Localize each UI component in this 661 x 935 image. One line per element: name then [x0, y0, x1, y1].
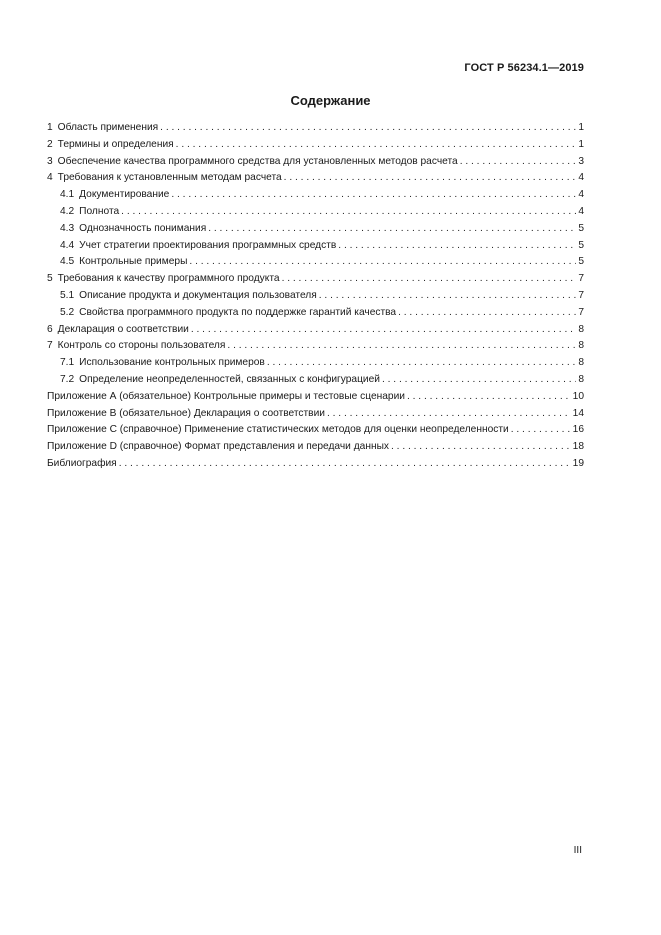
toc-entry-page: 8	[578, 373, 584, 385]
toc-entry[interactable]	[47, 137, 584, 154]
toc-entry-page: 4	[578, 205, 584, 217]
toc-entry[interactable]	[47, 271, 584, 288]
toc-entry-title: Приложение А (обязательное) Контрольные примеры и тестовые сценарии	[47, 390, 405, 402]
toc-dot-leader	[282, 271, 577, 288]
toc-entry-number: 2	[47, 138, 53, 150]
toc-entry-title: Контроль со стороны пользователя	[57, 340, 226, 352]
toc-entry-title: Использование контрольных примеров	[79, 357, 265, 369]
toc-dot-leader	[338, 238, 576, 255]
toc-entry-page: 5	[578, 239, 584, 251]
toc-entry-number: 4.5	[60, 256, 75, 268]
toc-entry[interactable]	[47, 355, 584, 372]
toc-entry-page: 4	[578, 172, 584, 184]
toc-entry-number: 5.2	[60, 306, 75, 318]
toc-dot-leader	[121, 204, 576, 221]
toc-entry-page: 5	[578, 222, 584, 234]
toc-entry-number: 4.1	[60, 189, 75, 201]
toc-dot-leader	[189, 254, 576, 271]
toc-entry[interactable]	[47, 338, 584, 355]
toc-entry-title: Приложение С (справочное) Применение статистических методов для оценки неопределенности	[47, 424, 509, 436]
toc-dot-leader	[119, 456, 571, 473]
toc-entry-number: 7.2	[60, 373, 75, 385]
toc-entry-page: 5	[578, 256, 584, 268]
toc-entry-page: 7	[578, 289, 584, 301]
toc-entry-title: Контрольные примеры	[79, 256, 188, 268]
toc-entry-page: 7	[578, 273, 584, 285]
toc-entry-number: 4.2	[60, 205, 75, 217]
toc-entry-number: 5.1	[60, 289, 75, 301]
toc-dot-leader	[398, 305, 576, 322]
toc-dot-leader	[176, 137, 577, 154]
toc-entry[interactable]	[47, 170, 584, 187]
toc-entry-page: 1	[578, 122, 584, 133]
toc-entry-number: 5	[47, 273, 53, 285]
toc-entry-page: 4	[578, 189, 584, 201]
toc-dot-leader	[511, 422, 571, 439]
toc-dot-leader	[208, 221, 576, 238]
toc-dot-leader	[267, 355, 576, 372]
toc-entry-number: 3	[47, 155, 53, 167]
toc-entry-title: Обеспечение качества программного средства для установленных методов расчета	[57, 155, 458, 167]
toc-entry[interactable]	[47, 120, 584, 137]
toc-entry-title: Термины и определения	[57, 138, 174, 150]
toc-entry-title: Приложение D (справочное) Формат представления и передачи данных	[47, 441, 389, 453]
toc-entry[interactable]	[47, 406, 584, 423]
toc-entry-number: 7.1	[60, 357, 75, 369]
toc-dot-leader	[227, 338, 576, 355]
toc-entry-title: Учет стратегии проектирования программных средств	[79, 239, 337, 251]
toc-entry-number: 7	[47, 340, 53, 352]
toc-entry-title: Описание продукта и документация пользователя	[79, 289, 317, 301]
toc-entry[interactable]	[47, 204, 584, 221]
toc-entry-title: Документирование	[79, 189, 170, 201]
toc-entry[interactable]	[47, 389, 584, 406]
toc-entry-page: 10	[572, 390, 584, 402]
toc-dot-leader	[382, 372, 576, 389]
toc-entry-number: 1	[47, 122, 53, 133]
toc-dot-leader	[460, 154, 577, 171]
toc-entry-page: 18	[572, 441, 584, 453]
toc-entry[interactable]	[47, 154, 584, 171]
page-number: III	[573, 845, 582, 856]
document-id: ГОСТ Р 56234.1—2019	[464, 62, 584, 74]
toc-entry-title: Определение неопределенностей, связанных с конфигурацией	[79, 373, 380, 385]
toc-entry[interactable]	[47, 439, 584, 456]
toc-dot-leader	[284, 170, 577, 187]
toc-title: Содержание	[290, 93, 371, 108]
toc-entry-number: 4	[47, 172, 53, 184]
toc-entry-title: Требования к качеству программного продукта	[57, 273, 280, 285]
toc-entry[interactable]	[47, 238, 584, 255]
toc-entry-title: Приложение В (обязательное) Декларация о соответствии	[47, 407, 325, 419]
toc-entry-number: 4.3	[60, 222, 75, 234]
toc-entry-page: 19	[572, 457, 584, 469]
toc-entry[interactable]	[47, 422, 584, 439]
toc-entry-title: Полнота	[79, 205, 120, 217]
toc-dot-leader	[191, 322, 576, 339]
toc-entry-number: 6	[47, 323, 53, 335]
toc-entry-title: Требования к установленным методам расчета	[57, 172, 282, 184]
toc-entry-title: Область применения	[57, 122, 159, 133]
toc-dot-leader	[160, 120, 576, 137]
toc-entry-page: 14	[572, 407, 584, 419]
toc-entry[interactable]	[47, 288, 584, 305]
toc-dot-leader	[171, 187, 576, 204]
toc-entry-page: 3	[578, 155, 584, 167]
table-of-contents	[47, 120, 584, 473]
toc-entry-page: 8	[578, 323, 584, 335]
toc-entry-title: Однозначность понимания	[79, 222, 207, 234]
toc-dot-leader	[327, 406, 571, 423]
toc-entry-page: 8	[578, 340, 584, 352]
toc-dot-leader	[319, 288, 577, 305]
toc-entry[interactable]	[47, 305, 584, 322]
toc-entry-title: Библиография	[47, 457, 117, 469]
toc-entry[interactable]	[47, 456, 584, 473]
toc-entry-page: 16	[572, 424, 584, 436]
toc-entry[interactable]	[47, 322, 584, 339]
toc-entry[interactable]	[47, 372, 584, 389]
toc-entry[interactable]	[47, 187, 584, 204]
toc-entry-title: Свойства программного продукта по поддержке гарантий качества	[79, 306, 397, 318]
toc-dot-leader	[391, 439, 571, 456]
toc-entry-page: 7	[578, 306, 584, 318]
toc-dot-leader	[407, 389, 571, 406]
toc-entry-number: 4.4	[60, 239, 75, 251]
toc-entry-page: 8	[578, 357, 584, 369]
toc-entry-title: Декларация о соответствии	[57, 323, 189, 335]
toc-entry[interactable]	[47, 254, 584, 271]
toc-entry[interactable]	[47, 221, 584, 238]
toc-entry-page: 1	[578, 138, 584, 150]
